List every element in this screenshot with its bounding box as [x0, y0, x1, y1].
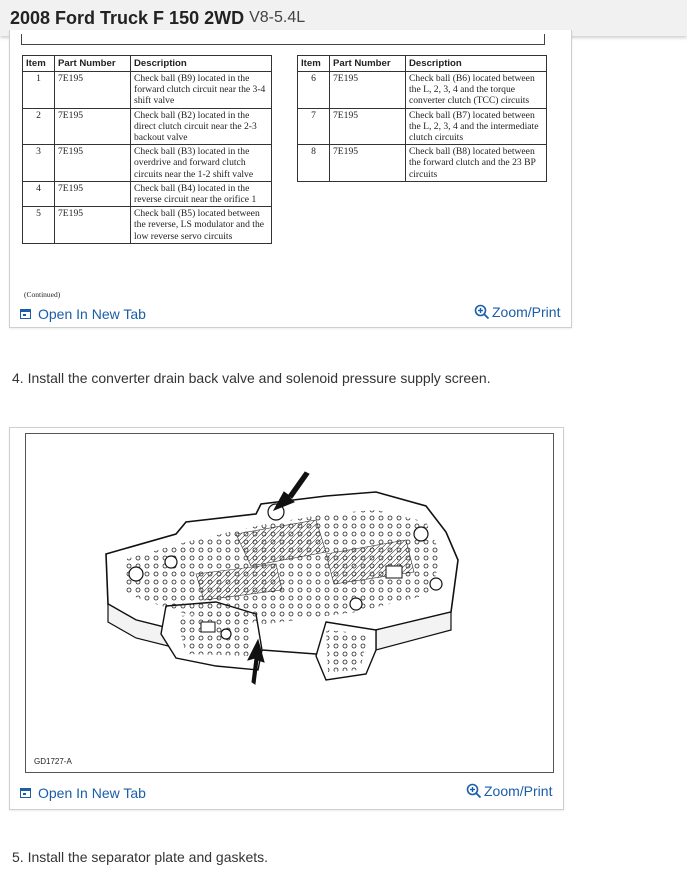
description-cell: Check ball (B9) located in the forward clutch circuit near the 3-4 shift valve: [131, 72, 272, 109]
item-cell: 8: [298, 145, 330, 182]
open-in-new-tab-label: Open In New Tab: [38, 306, 146, 322]
open-in-new-tab-label: Open In New Tab: [38, 785, 146, 801]
part-number-cell: 7E195: [330, 72, 406, 109]
item-cell: 1: [23, 72, 55, 109]
item-cell: 2: [23, 108, 55, 145]
open-tab-icon: [20, 788, 31, 798]
item-cell: 6: [298, 72, 330, 109]
part-number-cell: 7E195: [55, 108, 131, 145]
column-header: Part Number: [330, 56, 406, 72]
table-row: [23, 108, 272, 145]
column-header: Description: [131, 56, 272, 72]
table-row: [23, 145, 272, 182]
table-row: [298, 72, 547, 109]
description-cell: Check ball (B7) located between the L, 2, 3, 4 and the intermediate clutch circuits: [406, 108, 547, 145]
table-row: [298, 145, 547, 182]
part-number-cell: 7E195: [55, 145, 131, 182]
open-tab-icon: [20, 309, 31, 319]
table-header-row: [298, 56, 547, 72]
drawing-frame: [25, 433, 554, 773]
parts-table-figure: [9, 30, 572, 328]
part-number-cell: 7E195: [55, 181, 131, 206]
table-row: [298, 108, 547, 145]
zoom-print-label: Zoom/Print: [484, 783, 553, 799]
table-row: [23, 207, 272, 244]
valve-body-figure: [9, 427, 564, 810]
zoom-print-label: Zoom/Print: [492, 304, 561, 320]
previous-table-edge: [21, 34, 545, 45]
engine-label: V8-5.4L: [249, 9, 306, 26]
zoom-print-link[interactable]: [466, 783, 552, 799]
step-4-text: 4. Install the converter drain back valve and solenoid pressure supply screen.: [12, 370, 491, 386]
part-number-cell: 7E195: [330, 108, 406, 145]
description-cell: Check ball (B2) located in the direct clutch circuit near the 2-3 backout valve: [131, 108, 272, 145]
item-cell: 5: [23, 207, 55, 244]
item-cell: 3: [23, 145, 55, 182]
continued-note: (Continued): [24, 290, 61, 299]
zoom-print-link[interactable]: [474, 304, 560, 320]
item-cell: 7: [298, 108, 330, 145]
parts-table-left: [22, 55, 272, 244]
step-5-text: 5. Install the separator plate and gaskets.: [12, 849, 269, 865]
zoom-icon: [474, 304, 490, 320]
column-header: Item: [298, 56, 330, 72]
description-cell: Check ball (B6) located between the L, 2, 3, 4 and the torque converter clutch (TCC) circuits: [406, 72, 547, 109]
column-header: Description: [406, 56, 547, 72]
zoom-icon: [466, 783, 482, 799]
description-cell: Check ball (B5) located between the reverse, LS modulator and the low reverse servo circuits: [131, 207, 272, 244]
page-title: 2008 Ford Truck F 150 2WD: [10, 7, 245, 28]
table-row: [23, 181, 272, 206]
figure-code-label: GD1727-A: [34, 757, 72, 766]
open-in-new-tab-link[interactable]: [20, 785, 146, 801]
part-number-cell: 7E195: [55, 72, 131, 109]
description-cell: Check ball (B8) located between the forward clutch and the 23 BP circuits: [406, 145, 547, 182]
parts-table-right: [297, 55, 547, 182]
description-cell: Check ball (B4) located in the reverse circuit near the orifice 1: [131, 181, 272, 206]
column-header: Item: [23, 56, 55, 72]
item-cell: 4: [23, 181, 55, 206]
part-number-cell: 7E195: [55, 207, 131, 244]
table-header-row: [23, 56, 272, 72]
part-number-cell: 7E195: [330, 145, 406, 182]
column-header: Part Number: [55, 56, 131, 72]
valve-body-illustration: [26, 434, 553, 772]
open-in-new-tab-link[interactable]: [20, 306, 146, 322]
table-row: [23, 72, 272, 109]
description-cell: Check ball (B3) located in the overdrive and forward clutch circuits near the 1-2 shift valve: [131, 145, 272, 182]
